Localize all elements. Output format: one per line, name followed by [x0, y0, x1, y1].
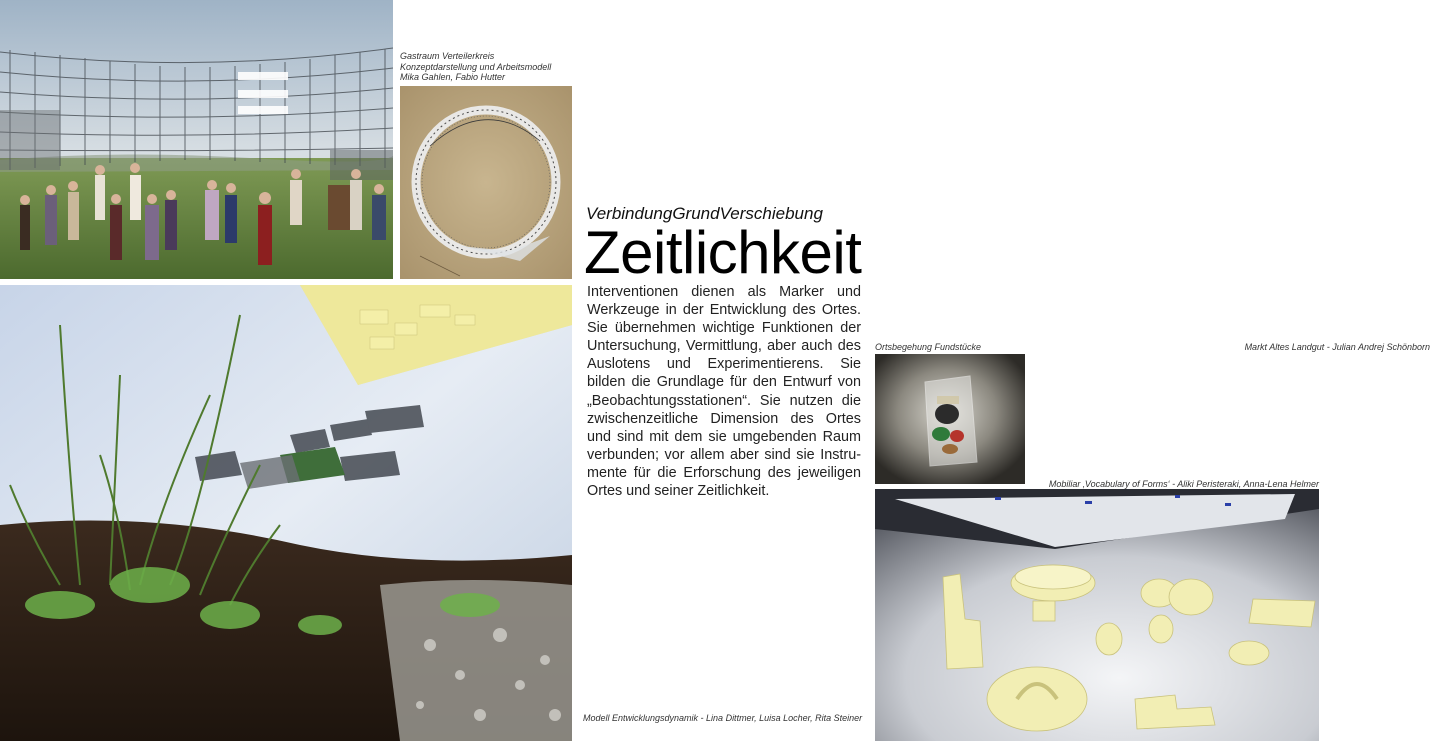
ring-model-image	[400, 86, 572, 279]
markt-caption: Markt Altes Landgut - Julian Andrej Schönborn	[1244, 342, 1430, 352]
mobiliar-caption: Mobiliar ‚Vocabulary of Forms‘ - Aliki Peristeraki, Anna-Lena Helmer	[1048, 479, 1319, 489]
modell-caption: Modell Entwicklungsdynamik - Lina Dittmer, Luisa Locher, Rita Steiner	[583, 713, 863, 723]
gastraum-caption-line3: Mika Gahlen, Fabio Hutter	[400, 72, 506, 82]
ortsbegehung-caption: Ortsbegehung Fundstücke	[875, 342, 982, 352]
gastraum-caption	[400, 51, 551, 83]
page-subtitle: VerbindungGrundVerschiebung	[586, 204, 823, 223]
landscape-model-image	[0, 285, 572, 741]
crowd-scene-image	[0, 0, 393, 279]
body-paragraph: Interventionen dienen als Marker und Werkzeuge in der Entwicklung des Ortes. Sie übernehmen wichtige Funktionen der Untersuchung, Vermittlung, aber auch des Auslotens und Experimentierens. Sie bilden die Grundlage für den Entwurf von „Beobachtungsstationen“. Sie nutzen die zwischenzeitliche Dimension des Ortes und sind mit dem sie umgebenden Raum verbunden; vor allem aber sind sie Instrumente für die Erforschung des jeweiligen Ortes und seiner Zeitlichkeit.	[587, 284, 861, 500]
gastraum-caption-line2: Konzeptdarstellung und Arbeitsmodell	[400, 61, 552, 72]
page-title: Zeitlichkeit	[584, 219, 862, 286]
found-objects-image	[875, 354, 1025, 484]
gastraum-caption-line1: Gastraum Verteilerkreis	[400, 51, 495, 61]
forms-table-image	[875, 489, 1319, 741]
